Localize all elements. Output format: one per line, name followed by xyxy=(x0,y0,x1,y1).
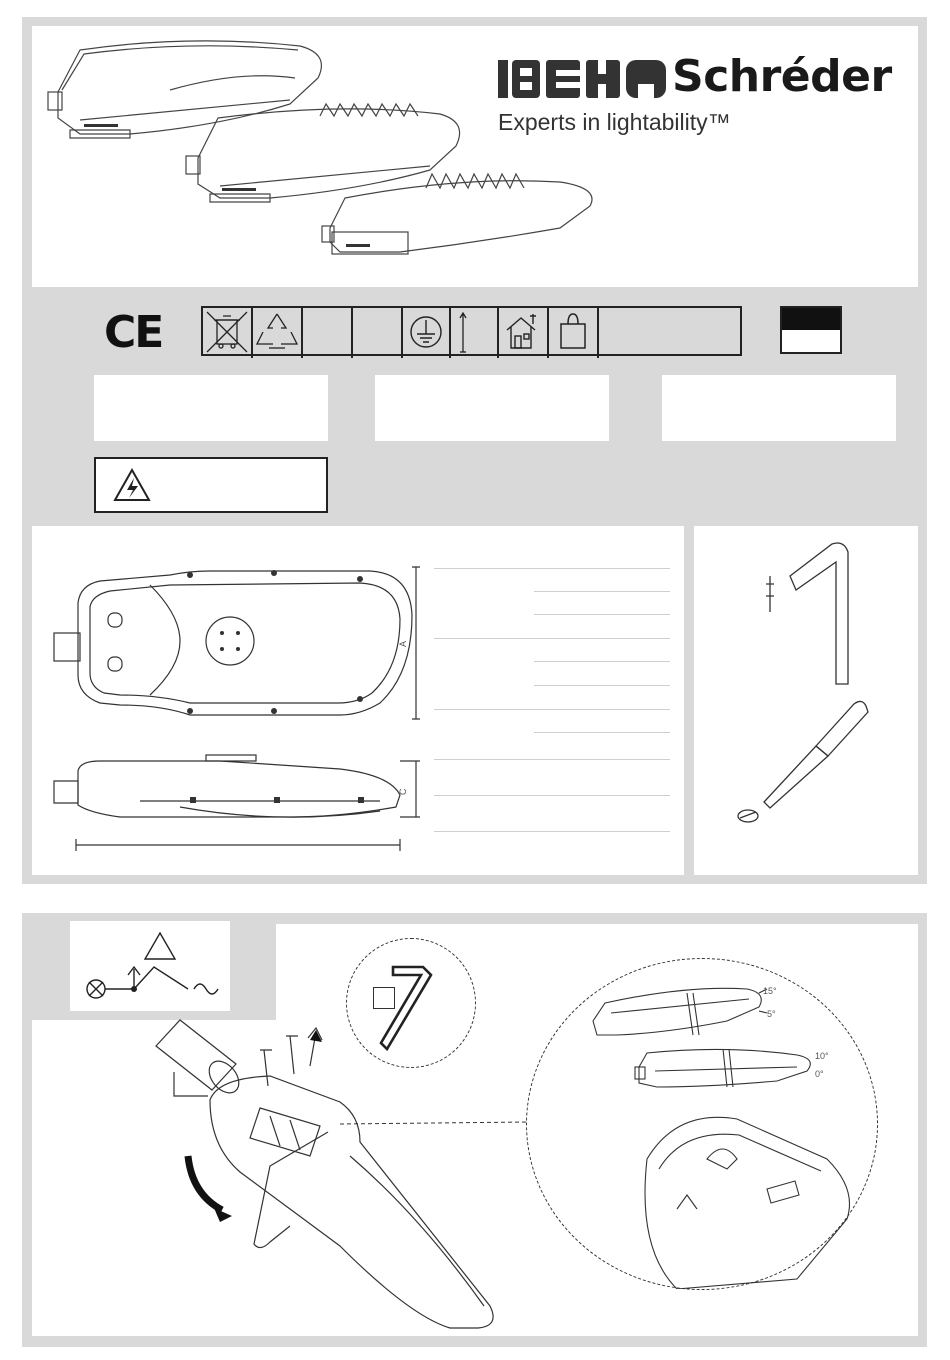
dim-rule-4 xyxy=(434,638,670,639)
earth-cell xyxy=(403,308,451,358)
tilt-detail-circle xyxy=(526,958,878,1290)
recycle-icon xyxy=(253,308,301,354)
luminaire-dimension-drawing xyxy=(40,555,430,855)
weee-cell xyxy=(203,308,253,358)
blank-cell-3 xyxy=(599,308,740,358)
detail-leader-line xyxy=(340,1118,530,1128)
beka-logotype xyxy=(498,58,668,100)
allen-key-icon-detail xyxy=(373,959,457,1055)
dim-rule-1 xyxy=(434,568,670,569)
weight-cell xyxy=(549,308,599,358)
symbol-strip xyxy=(201,306,742,356)
indoor-cell xyxy=(499,308,549,358)
recycle-cell xyxy=(253,308,303,358)
flat-screwdriver-icon xyxy=(730,696,880,831)
crossed-bin-icon xyxy=(203,308,251,354)
ce-mark: CE xyxy=(104,307,163,358)
dim-rule-2 xyxy=(534,591,670,592)
tilt-angle-15: 15° xyxy=(763,986,777,996)
weight-icon xyxy=(549,308,597,354)
house-icon xyxy=(499,308,547,354)
brand-logo xyxy=(498,52,908,102)
dim-rule-5 xyxy=(534,661,670,662)
height-arrow-icon xyxy=(451,308,497,354)
dim-rule-8 xyxy=(534,732,670,733)
installation-illustration xyxy=(150,1016,530,1336)
dimension-a-label: A xyxy=(398,640,408,647)
dim-rule-11 xyxy=(434,831,670,832)
spec-box-2 xyxy=(375,375,609,441)
tilt-angle-5: 5° xyxy=(767,1009,776,1019)
schreder-logo-text: Schréder xyxy=(672,51,892,102)
voltage-warning-box xyxy=(94,457,328,513)
high-voltage-warning-icon xyxy=(112,467,152,503)
ip-rating-box xyxy=(780,306,842,354)
earth-ground-icon xyxy=(403,308,449,354)
blank-cell-1 xyxy=(303,308,353,358)
dim-rule-3 xyxy=(534,614,670,615)
dim-rule-7 xyxy=(434,709,670,710)
tilt-angle-10: 10° xyxy=(815,1051,829,1061)
allen-key-detail-circle xyxy=(346,938,476,1068)
height-cell xyxy=(451,308,499,358)
spec-box-3 xyxy=(662,375,896,441)
tilt-angle-0: 0° xyxy=(815,1069,824,1079)
dim-rule-10 xyxy=(434,795,670,796)
ip-rating-box-top xyxy=(782,308,840,330)
dim-rule-6 xyxy=(534,685,670,686)
wiring-symbol-box xyxy=(70,921,230,1011)
ac-supply-icon xyxy=(194,984,218,994)
dimension-c-label: C xyxy=(398,788,408,795)
brand-tagline: Experts in lightability™ xyxy=(498,109,731,135)
wiring-diagram xyxy=(70,921,230,1011)
blank-cell-2 xyxy=(353,308,403,358)
spec-box-1 xyxy=(94,375,328,441)
allen-key-icon xyxy=(760,536,860,696)
dim-rule-9 xyxy=(434,759,670,760)
warning-triangle-icon xyxy=(145,933,175,959)
tilt-illustration xyxy=(527,959,877,1289)
